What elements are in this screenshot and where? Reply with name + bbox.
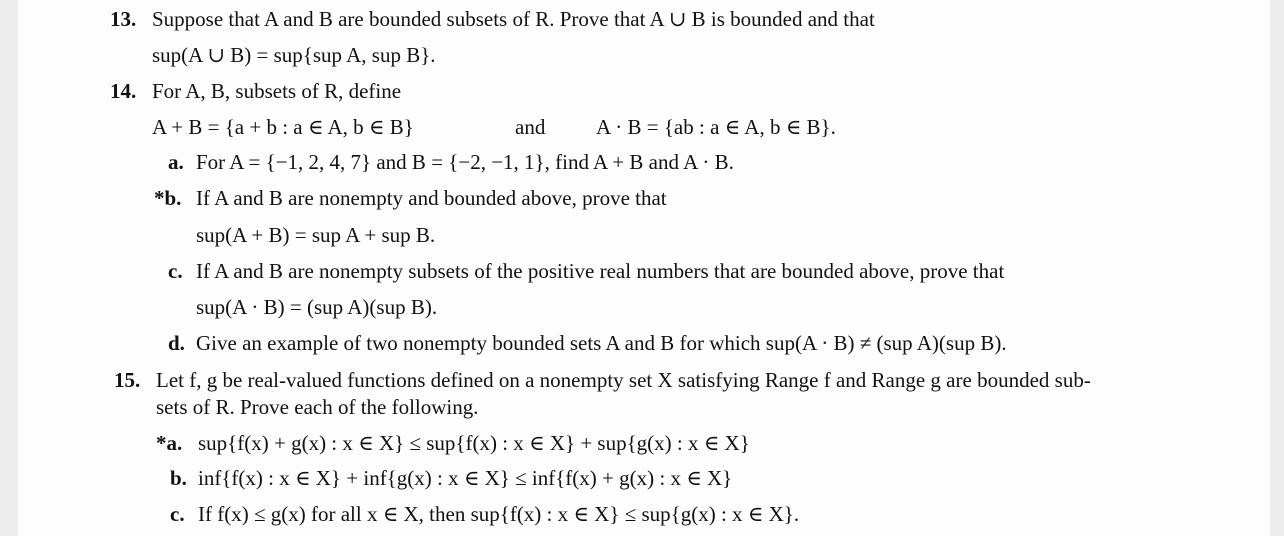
problem-14-intro — [110, 78, 401, 104]
problem-14c-formula: sup(A · B) = (sup A)(sup B). — [196, 295, 438, 319]
problem-14a-text: For A = {−1, 2, 4, 7} and B = {−2, −1, 1}, find A + B and A · B. — [196, 150, 734, 174]
problem-14-def-sum: A + B = {a + b : a ∈ A, b ∈ B} — [152, 115, 414, 139]
problem-15b-label: b. — [170, 466, 187, 490]
problem-15a — [156, 430, 750, 456]
problem-14d-text: Give an example of two nonempty bounded sets A and B for which sup(A · B) ≠ (sup A)(sup B). — [196, 331, 1007, 355]
problem-15-line-1 — [114, 367, 1091, 393]
problem-14c-text: If A and B are nonempty subsets of the positive real numbers that are bounded above, prove that — [196, 259, 1005, 283]
problem-15a-text: sup{f(x) + g(x) : x ∈ X} ≤ sup{f(x) : x ∈ X} + sup{g(x) : x ∈ X} — [198, 431, 750, 455]
problem-15b-text: inf{f(x) : x ∈ X} + inf{g(x) : x ∈ X} ≤ inf{f(x) + g(x) : x ∈ X} — [198, 466, 733, 490]
problem-14a-label: a. — [168, 150, 184, 174]
problem-14a — [168, 149, 734, 175]
problem-14-def-prod: A · B = {ab : a ∈ A, b ∈ B}. — [596, 115, 836, 139]
problem-14-number: 14. — [110, 79, 137, 103]
textbook-page — [18, 0, 1270, 536]
problem-13-line-1 — [110, 6, 875, 32]
problem-15-number: 15. — [114, 368, 141, 392]
problem-15a-label: *a. — [156, 431, 183, 455]
problem-15c-label: c. — [170, 502, 185, 526]
problem-14b — [154, 185, 667, 211]
problem-15c — [170, 501, 799, 527]
problem-14b-formula: sup(A + B) = sup A + sup B. — [196, 223, 436, 247]
problem-15-line-2: sets of R. Prove each of the following. — [156, 395, 479, 419]
problem-14d-label: d. — [168, 331, 185, 355]
problem-15-text: Let f, g be real-valued functions defined on a nonempty set X satisfying Range f and Range g are bounded sub- — [156, 368, 1091, 392]
problem-14-intro-text: For A, B, subsets of R, define — [152, 79, 402, 103]
problem-15b — [170, 465, 732, 491]
problem-14c-label: c. — [168, 259, 183, 283]
problem-14d — [168, 330, 1007, 356]
problem-13-number: 13. — [110, 7, 137, 31]
problem-14-def-and: and — [515, 115, 546, 139]
problem-14b-label: *b. — [154, 186, 182, 210]
problem-15c-text: If f(x) ≤ g(x) for all x ∈ X, then sup{f(x) : x ∈ X} ≤ sup{g(x) : x ∈ X}. — [198, 502, 800, 526]
problem-14c — [168, 258, 1004, 284]
problem-13-text: Suppose that A and B are bounded subsets of R. Prove that A ∪ B is bounded and that — [152, 7, 875, 31]
problem-13-formula: sup(A ∪ B) = sup{sup A, sup B}. — [152, 43, 436, 67]
problem-14b-text: If A and B are nonempty and bounded above, prove that — [196, 186, 667, 210]
